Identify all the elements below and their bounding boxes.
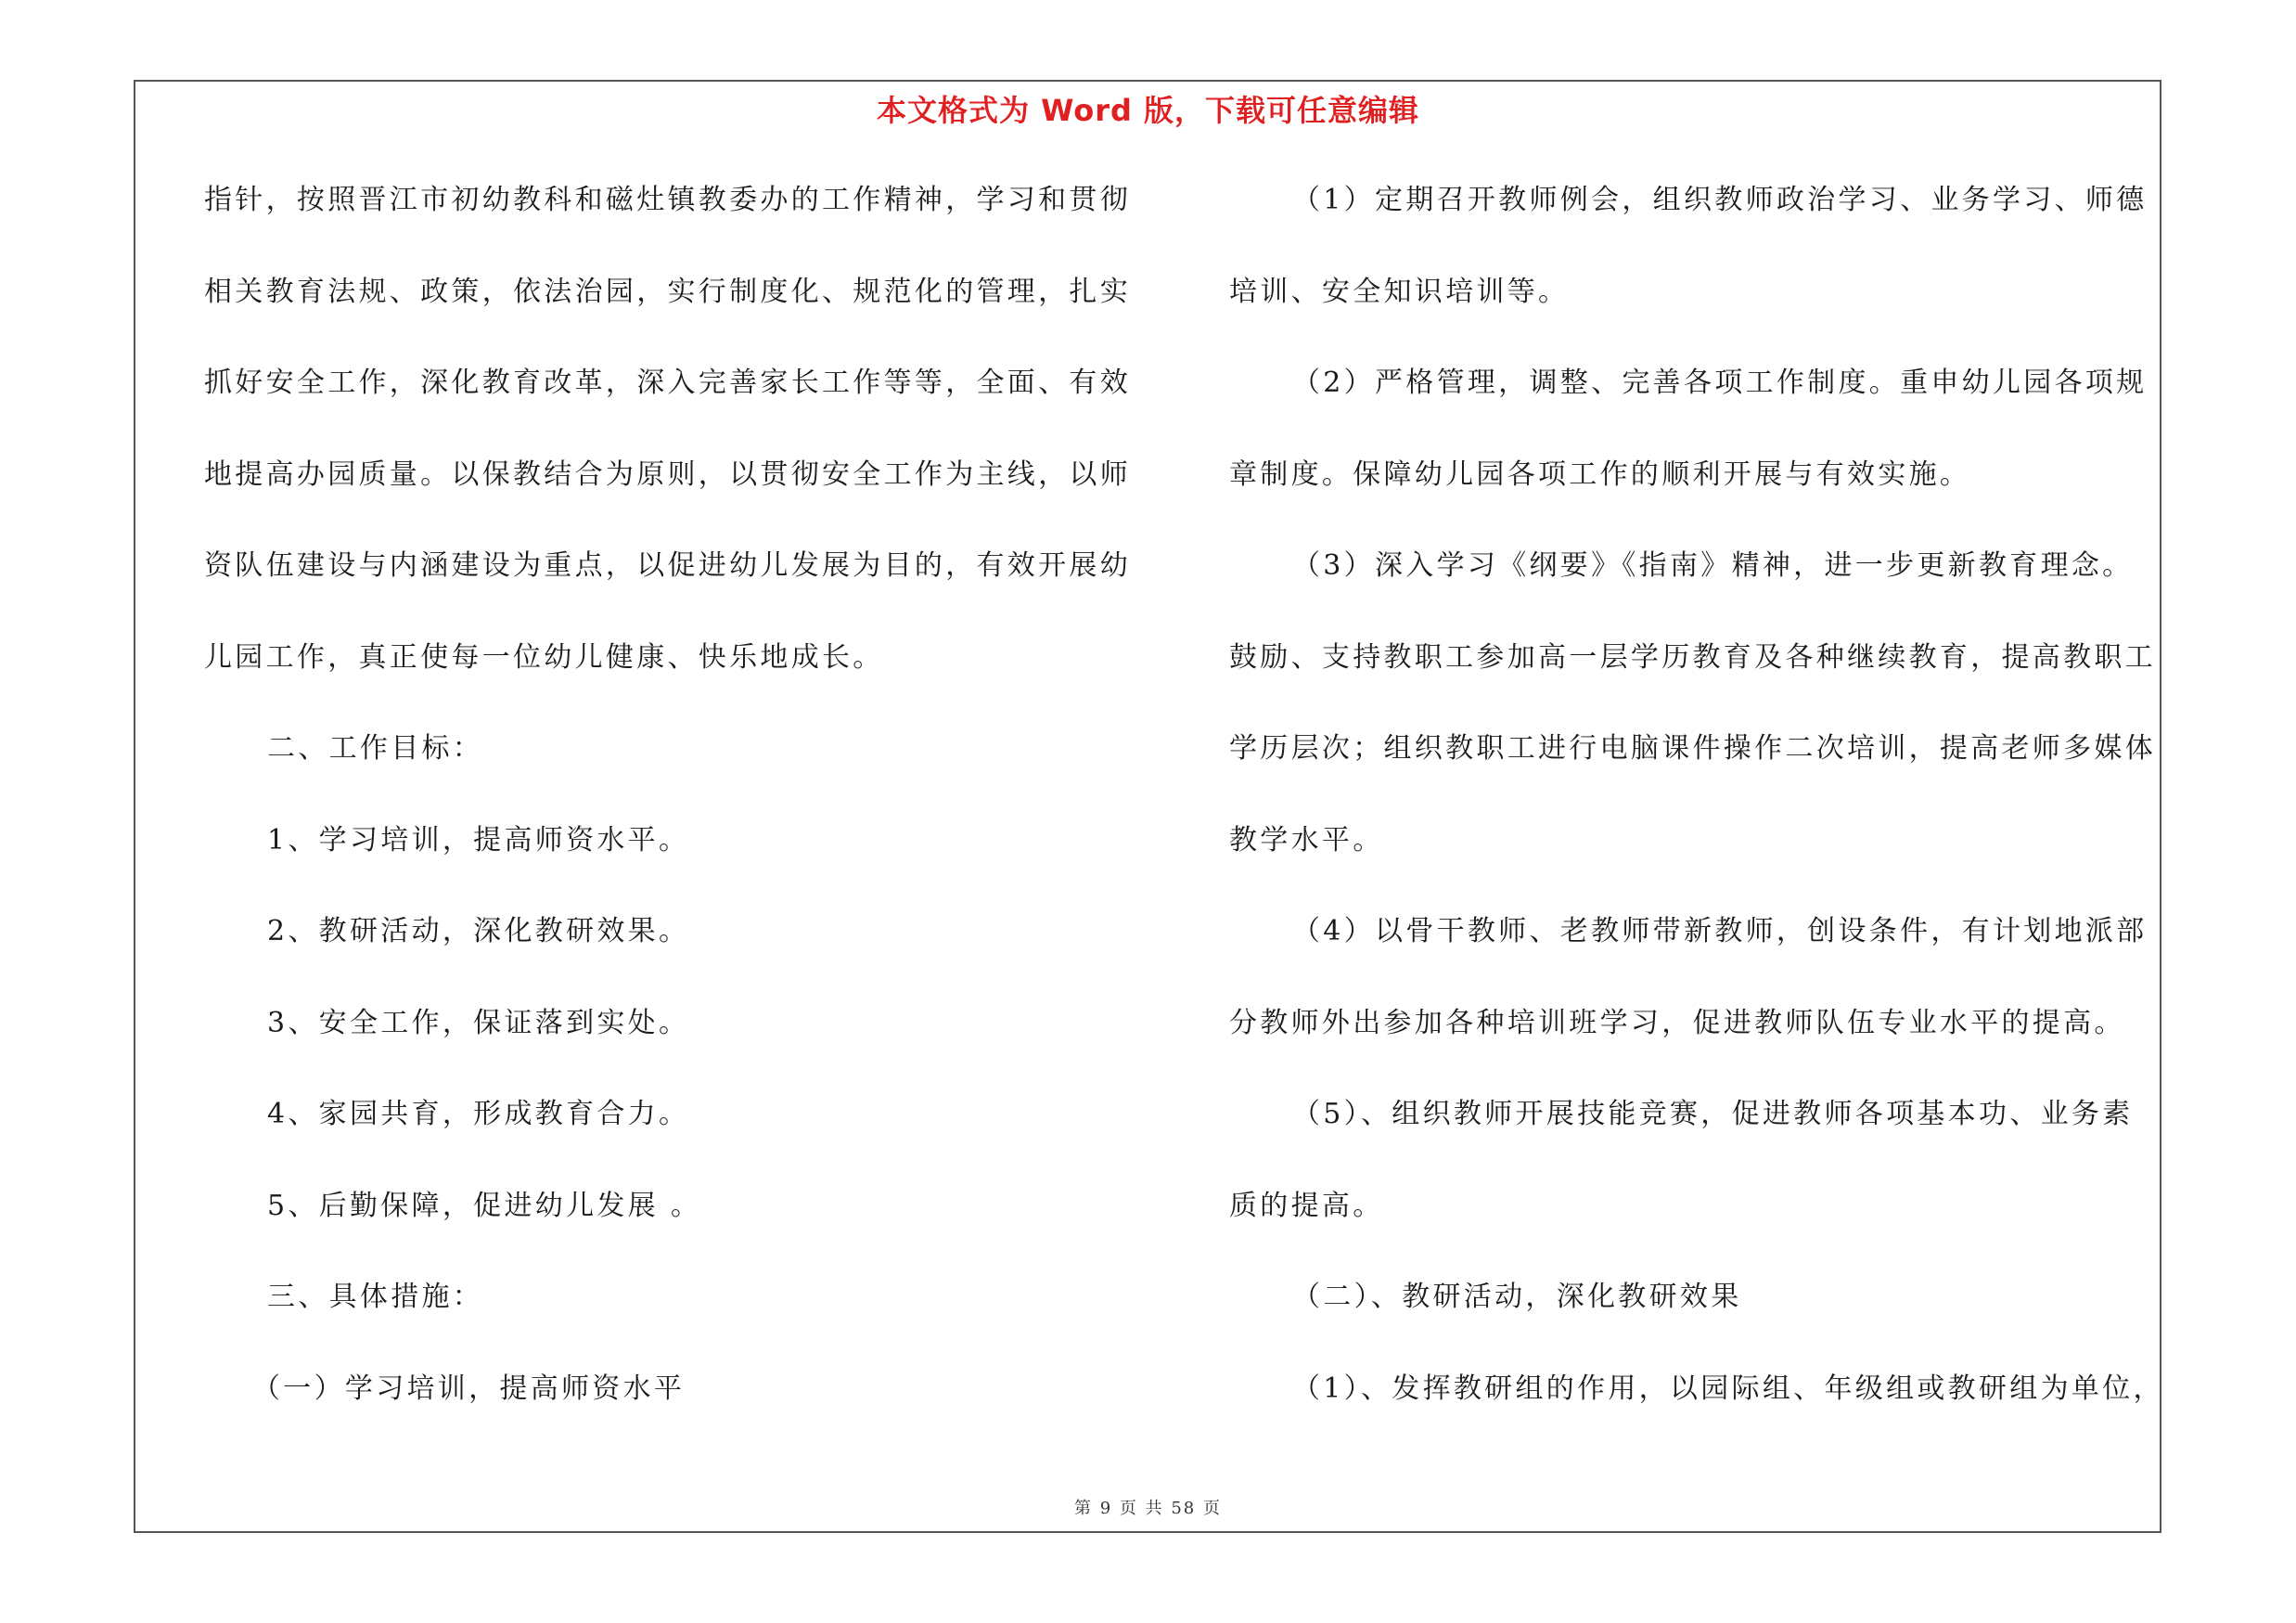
right-column: [1229, 182, 2164, 1462]
paragraph-line: 5、后勤保障，促进幼儿发展 。: [267, 1189, 702, 1222]
paragraph-line: 1、学习培训，提高师资水平。: [267, 823, 690, 857]
paragraph-line: 4、家园共育，形成教育合力。: [267, 1098, 690, 1130]
paragraph-line: 质的提高。: [1229, 1189, 1384, 1222]
format-banner: 本文格式为 Word 版，下载可任意编辑: [876, 93, 1420, 128]
paragraph-line: 儿园工作，真正使每一位幼儿健康、快乐地成长。: [204, 640, 884, 674]
paragraph-line: （5）、组织教师开展技能竞赛，促进教师各项基本功、业务素: [1292, 1098, 2134, 1130]
paragraph-line: 二、工作目标：: [267, 732, 484, 765]
paragraph-line: （二）、教研活动，深化教研效果: [1292, 1281, 1742, 1313]
paragraph-line: 教学水平。: [1229, 823, 1384, 857]
paragraph-line: 分教师外出参加各种培训班学习，促进教师队伍专业水平的提高。: [1229, 1006, 2125, 1039]
paragraph-line: 抓好安全工作，深化教育改革，深入完善家长工作等等，全面、有效: [204, 367, 1131, 399]
paragraph-line: 指针，按照晋江市初幼教科和磁灶镇教委办的工作精神，学习和贯彻: [204, 184, 1131, 216]
paragraph-line: 相关教育法规、政策，依法治园，实行制度化、规范化的管理，扎实: [204, 275, 1131, 308]
paragraph-line: （1）定期召开教师例会，组织教师政治学习、业务学习、师德: [1292, 184, 2148, 216]
paragraph-line: （2）严格管理，调整、完善各项工作制度。重申幼儿园各项规: [1292, 367, 2148, 399]
paragraph-line: 鼓励、支持教职工参加高一层学历教育及各种继续教育，提高教职工: [1229, 640, 2156, 674]
left-column: [204, 182, 1132, 1462]
paragraph-line: 章制度。保障幼儿园各项工作的顺利开展与有效实施。: [1229, 457, 1971, 491]
paragraph-line: （一）学习培训，提高师资水平: [252, 1372, 686, 1405]
page-number: 第 9 页 共 58 页: [1074, 1499, 1222, 1518]
paragraph-line: （1）、发挥教研组的作用，以园际组、年级组或教研组为单位，: [1292, 1372, 2164, 1405]
paragraph-line: 2、教研活动，深化教研效果。: [267, 915, 690, 947]
paragraph-line: 培训、安全知识培训等。: [1229, 275, 1570, 308]
paragraph-line: （4）以骨干教师、老教师带新教师，创设条件，有计划地派部: [1292, 915, 2148, 947]
paragraph-line: （3）深入学习《纲要》《指南》精神，进一步更新教育理念。: [1292, 549, 2134, 582]
paragraph-line: 地提高办园质量。以保教结合为原则，以贯彻安全工作为主线，以师: [204, 457, 1131, 491]
paragraph-line: 3、安全工作，保证落到实处。: [267, 1006, 690, 1039]
paragraph-line: 资队伍建设与内涵建设为重点，以促进幼儿发展为目的，有效开展幼: [204, 549, 1131, 582]
paragraph-line: 学历层次；组织教职工进行电脑课件操作二次培训，提高老师多媒体: [1229, 732, 2156, 765]
paragraph-line: 三、具体措施：: [267, 1281, 484, 1313]
